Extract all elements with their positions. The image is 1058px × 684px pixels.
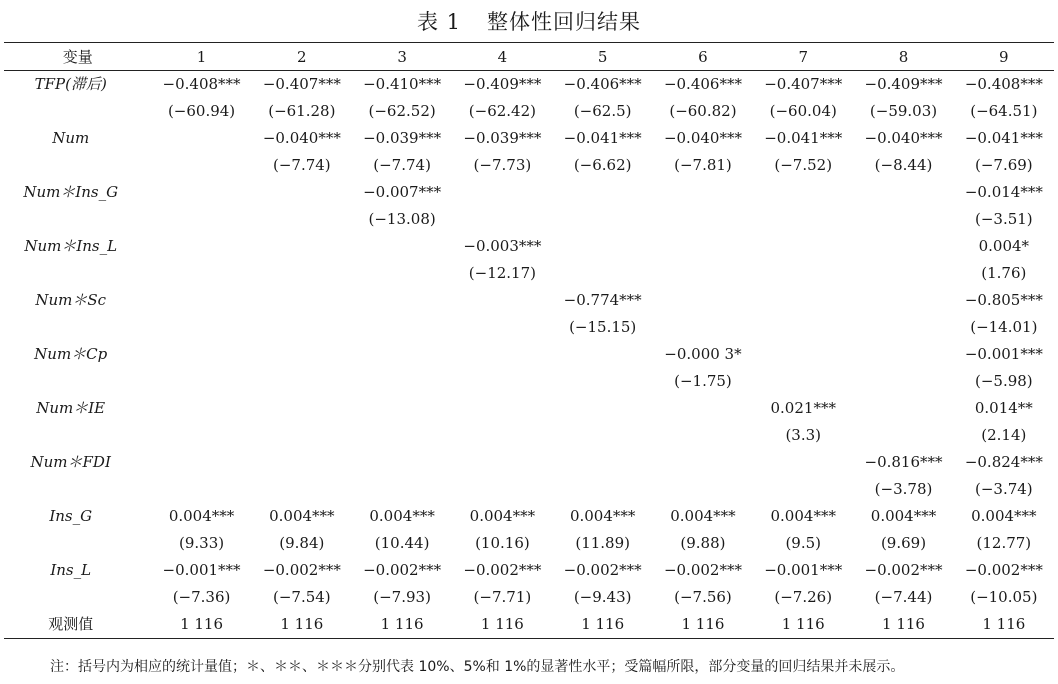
table-row xyxy=(4,179,1054,206)
table-row xyxy=(4,206,1054,233)
tstat-cell: (−60.82) xyxy=(669,102,737,120)
coef-cell xyxy=(151,179,251,206)
table-row xyxy=(4,287,1054,314)
regression-table xyxy=(4,42,1054,639)
variable-name: Num xyxy=(52,129,90,147)
observations-label: 观测值 xyxy=(4,611,151,639)
header-col-6: 6 xyxy=(653,43,753,71)
tstat-cell: (−7.52) xyxy=(774,156,833,174)
tstat-cell xyxy=(452,206,552,233)
variable-blank xyxy=(4,530,151,557)
variable-name: TFP(滞后) xyxy=(34,75,107,93)
coef-cell xyxy=(553,341,653,368)
coef-cell: −0.001*** xyxy=(964,345,1043,363)
variable-blank xyxy=(4,314,151,341)
table-row xyxy=(4,422,1054,449)
tstat-cell xyxy=(151,476,251,503)
tstat-cell xyxy=(452,314,552,341)
tstat-cell xyxy=(452,422,552,449)
tstat-cell xyxy=(252,476,352,503)
tstat-cell xyxy=(452,368,552,395)
coef-cell xyxy=(252,395,352,422)
tstat-cell: (−7.56) xyxy=(674,588,732,606)
tstat-cell xyxy=(553,260,653,287)
variable-blank xyxy=(4,152,151,179)
tstat-cell: (9.5) xyxy=(785,534,822,552)
coef-cell xyxy=(452,287,552,314)
coef-cell: 0.004*** xyxy=(369,507,435,525)
tstat-cell xyxy=(151,152,251,179)
coef-cell: −0.002*** xyxy=(463,561,542,579)
coef-cell xyxy=(753,287,853,314)
tstat-cell: (−12.17) xyxy=(468,264,536,282)
coef-cell xyxy=(553,449,653,476)
coef-cell: 0.004*** xyxy=(269,507,335,525)
tstat-cell xyxy=(853,422,953,449)
coef-cell xyxy=(452,449,552,476)
coef-cell: −0.406*** xyxy=(563,75,642,93)
tstat-cell: (−60.04) xyxy=(769,102,837,120)
coef-cell: −0.002*** xyxy=(262,561,341,579)
tstat-cell: (3.3) xyxy=(785,426,822,444)
table-row xyxy=(4,395,1054,422)
table-row xyxy=(4,368,1054,395)
tstat-cell xyxy=(352,422,452,449)
coef-cell: 0.004*** xyxy=(670,507,736,525)
tstat-cell: (−7.93) xyxy=(373,588,431,606)
tstat-cell xyxy=(753,206,853,233)
table-row xyxy=(4,314,1054,341)
coef-cell xyxy=(553,233,653,260)
tstat-cell: (−7.74) xyxy=(373,156,431,174)
tstat-cell xyxy=(352,314,452,341)
observations-cell: 1 116 xyxy=(252,611,352,639)
coef-cell: −0.774*** xyxy=(563,291,642,309)
variable-blank xyxy=(4,584,151,611)
variable-name: Num＊Cp xyxy=(34,345,108,363)
coef-cell: −0.002*** xyxy=(864,561,943,579)
tstat-cell: (2.14) xyxy=(981,426,1027,444)
tstat-cell: (9.69) xyxy=(880,534,927,552)
coef-cell xyxy=(853,179,953,206)
coef-cell xyxy=(452,395,552,422)
coef-cell xyxy=(151,341,251,368)
tstat-cell xyxy=(252,368,352,395)
tstat-cell: (−1.75) xyxy=(674,372,732,390)
tstat-cell: (−3.78) xyxy=(874,480,933,498)
table-row xyxy=(4,503,1054,530)
tstat-cell xyxy=(252,206,352,233)
coef-cell: −0.002*** xyxy=(663,561,742,579)
coef-cell xyxy=(151,233,251,260)
coef-cell xyxy=(151,395,251,422)
tstat-cell: (−60.94) xyxy=(167,102,236,120)
variable-blank xyxy=(4,260,151,287)
observations-cell: 1 116 xyxy=(753,611,853,639)
tstat-cell xyxy=(653,422,753,449)
variable-blank xyxy=(4,98,151,125)
coef-cell xyxy=(653,449,753,476)
variable-blank xyxy=(4,368,151,395)
coef-cell xyxy=(151,449,251,476)
tstat-cell: (−61.28) xyxy=(268,102,336,120)
coef-cell: −0.824*** xyxy=(964,453,1043,471)
observations-row xyxy=(4,611,1054,639)
header-col-1: 1 xyxy=(151,43,251,71)
tstat-cell: (1.76) xyxy=(981,264,1027,282)
coef-cell: −0.408*** xyxy=(162,75,241,93)
observations-cell: 1 116 xyxy=(452,611,552,639)
variable-blank xyxy=(4,422,151,449)
tstat-cell xyxy=(553,206,653,233)
tstat-cell xyxy=(853,368,953,395)
coef-cell xyxy=(151,125,251,152)
tstat-cell: (−64.51) xyxy=(970,102,1038,120)
tstat-cell: (−9.43) xyxy=(573,588,632,606)
header-col-2: 2 xyxy=(252,43,352,71)
variable-name: Num＊Ins_G xyxy=(23,183,119,201)
tstat-cell xyxy=(252,260,352,287)
table-note: 注：括号内为相应的统计量值；＊、＊＊、＊＊＊分别代表 10%、5%和 1%的显著性水平；受篇幅所限，部分变量的回归结果并未展示。 xyxy=(50,659,905,675)
coef-cell xyxy=(853,287,953,314)
tstat-cell: (−8.44) xyxy=(874,156,933,174)
coef-cell: −0.816*** xyxy=(864,453,943,471)
coef-cell: −0.040*** xyxy=(663,129,742,147)
coef-cell xyxy=(853,233,953,260)
observations-cell: 1 116 xyxy=(352,611,452,639)
observations-cell: 1 116 xyxy=(853,611,953,639)
tstat-cell xyxy=(653,314,753,341)
tstat-cell xyxy=(753,314,853,341)
coef-cell xyxy=(653,233,753,260)
tstat-cell: (−59.03) xyxy=(869,102,938,120)
coef-cell xyxy=(553,179,653,206)
tstat-cell xyxy=(252,314,352,341)
table-row xyxy=(4,125,1054,152)
table-row xyxy=(4,530,1054,557)
coef-cell xyxy=(452,341,552,368)
tstat-cell: (−7.36) xyxy=(172,588,231,606)
coef-cell xyxy=(653,179,753,206)
tstat-cell: (−6.62) xyxy=(573,156,632,174)
tstat-cell: (11.89) xyxy=(575,534,630,552)
tstat-cell: (10.44) xyxy=(374,534,430,552)
tstat-cell: (−7.26) xyxy=(774,588,833,606)
table-row xyxy=(4,233,1054,260)
table-row xyxy=(4,71,1054,99)
header-variable: 变量 xyxy=(4,43,151,71)
coef-cell: −0.001*** xyxy=(162,561,241,579)
coef-cell: −0.007*** xyxy=(363,183,442,201)
table-row xyxy=(4,476,1054,503)
variable-name: Num＊Sc xyxy=(35,291,107,309)
tstat-cell xyxy=(753,260,853,287)
variable-name: Ins_L xyxy=(50,561,92,579)
variable-name: Ins_G xyxy=(49,507,93,525)
coef-cell xyxy=(252,449,352,476)
coef-cell: −0.407*** xyxy=(764,75,843,93)
tstat-cell xyxy=(553,368,653,395)
header-row xyxy=(4,43,1054,71)
header-col-8: 8 xyxy=(853,43,953,71)
observations-cell: 1 116 xyxy=(553,611,653,639)
tstat-cell xyxy=(853,314,953,341)
coef-cell xyxy=(252,233,352,260)
tstat-cell: (−5.98) xyxy=(974,372,1033,390)
coef-cell: −0.409*** xyxy=(463,75,542,93)
coef-cell: −0.003*** xyxy=(463,237,542,255)
coef-cell: 0.004*** xyxy=(569,507,636,525)
tstat-cell xyxy=(653,206,753,233)
coef-cell: 0.004*** xyxy=(971,507,1037,525)
variable-name: Num＊FDI xyxy=(30,453,111,471)
coef-cell: 0.021*** xyxy=(770,399,836,417)
coef-cell xyxy=(352,449,452,476)
table-row xyxy=(4,260,1054,287)
coef-cell xyxy=(452,179,552,206)
variable-name: Num＊Ins_L xyxy=(24,237,118,255)
coef-cell xyxy=(352,233,452,260)
table-number: 表 1 xyxy=(416,10,462,34)
tstat-cell xyxy=(853,260,953,287)
coef-cell: −0.406*** xyxy=(663,75,742,93)
tstat-cell: (−3.74) xyxy=(974,480,1033,498)
coef-cell xyxy=(352,287,452,314)
coef-cell: 0.004* xyxy=(978,237,1030,255)
coef-cell xyxy=(553,395,653,422)
tstat-cell: (−7.73) xyxy=(473,156,532,174)
tstat-cell: (−14.01) xyxy=(970,318,1038,336)
tstat-cell xyxy=(252,422,352,449)
coef-cell: −0.041*** xyxy=(764,129,843,147)
tstat-cell xyxy=(753,368,853,395)
coef-cell: −0.039*** xyxy=(363,129,442,147)
coef-cell: 0.004*** xyxy=(770,507,836,525)
coef-cell: −0.041*** xyxy=(563,129,642,147)
coef-cell: −0.407*** xyxy=(262,75,341,93)
coef-cell: −0.805*** xyxy=(964,291,1043,309)
coef-cell xyxy=(252,341,352,368)
tstat-cell xyxy=(753,476,853,503)
coef-cell: −0.409*** xyxy=(864,75,943,93)
coef-cell: −0.040*** xyxy=(262,129,341,147)
table-row xyxy=(4,449,1054,476)
tstat-cell: (−3.51) xyxy=(974,210,1033,228)
coef-cell xyxy=(252,179,352,206)
variable-blank xyxy=(4,476,151,503)
coef-cell: −0.000 3* xyxy=(664,345,742,363)
tstat-cell xyxy=(553,476,653,503)
coef-cell: 0.004*** xyxy=(168,507,235,525)
tstat-cell xyxy=(151,368,251,395)
coef-cell: −0.041*** xyxy=(964,129,1043,147)
table-caption: 整体性回归结果 xyxy=(487,10,642,34)
tstat-cell xyxy=(151,260,251,287)
tstat-cell xyxy=(352,476,452,503)
tstat-cell xyxy=(151,422,251,449)
tstat-cell xyxy=(653,476,753,503)
coef-cell: −0.410*** xyxy=(363,75,442,93)
tstat-cell: (−15.15) xyxy=(569,318,637,336)
tstat-cell xyxy=(151,314,251,341)
coef-cell: −0.002*** xyxy=(363,561,442,579)
coef-cell: 0.004*** xyxy=(469,507,536,525)
tstat-cell xyxy=(853,206,953,233)
tstat-cell xyxy=(352,260,452,287)
header-col-5: 5 xyxy=(553,43,653,71)
tstat-cell: (−10.05) xyxy=(970,588,1038,606)
tstat-cell: (−7.74) xyxy=(272,156,331,174)
coef-cell: −0.408*** xyxy=(964,75,1043,93)
tstat-cell: (−62.52) xyxy=(368,102,436,120)
coef-cell: −0.002*** xyxy=(964,561,1043,579)
coef-cell xyxy=(352,341,452,368)
coef-cell xyxy=(753,449,853,476)
coef-cell: 0.004*** xyxy=(870,507,937,525)
tstat-cell: (9.84) xyxy=(279,534,325,552)
tstat-cell: (12.77) xyxy=(976,534,1032,552)
coef-cell xyxy=(352,395,452,422)
coef-cell xyxy=(151,287,251,314)
header-col-9: 9 xyxy=(954,43,1054,71)
coef-cell xyxy=(653,287,753,314)
table-row xyxy=(4,584,1054,611)
observations-cell: 1 116 xyxy=(653,611,753,639)
coef-cell: −0.039*** xyxy=(463,129,542,147)
coef-cell xyxy=(753,341,853,368)
table-row xyxy=(4,98,1054,125)
observations-cell: 1 116 xyxy=(151,611,251,639)
coef-cell xyxy=(753,179,853,206)
coef-cell: −0.014*** xyxy=(964,183,1043,201)
tstat-cell xyxy=(151,206,251,233)
tstat-cell xyxy=(352,368,452,395)
table-title xyxy=(0,6,1058,36)
coef-cell xyxy=(753,233,853,260)
tstat-cell: (−7.54) xyxy=(272,588,331,606)
coef-cell xyxy=(653,395,753,422)
header-col-4: 4 xyxy=(452,43,552,71)
tstat-cell: (−7.44) xyxy=(874,588,933,606)
tstat-cell: (−62.5) xyxy=(573,102,632,120)
tstat-cell: (10.16) xyxy=(475,534,530,552)
tstat-cell: (−7.81) xyxy=(674,156,732,174)
tstat-cell xyxy=(653,260,753,287)
coef-cell xyxy=(252,287,352,314)
tstat-cell: (9.33) xyxy=(178,534,225,552)
table-row xyxy=(4,557,1054,584)
coef-cell xyxy=(853,341,953,368)
table-row xyxy=(4,341,1054,368)
variable-blank xyxy=(4,206,151,233)
coef-cell: −0.002*** xyxy=(563,561,642,579)
observations-cell: 1 116 xyxy=(954,611,1054,639)
header-col-3: 3 xyxy=(352,43,452,71)
coef-cell: 0.014** xyxy=(974,399,1033,417)
tstat-cell: (9.88) xyxy=(680,534,726,552)
coef-cell: −0.040*** xyxy=(864,129,943,147)
table-row xyxy=(4,152,1054,179)
variable-name: Num＊IE xyxy=(36,399,106,417)
header-col-7: 7 xyxy=(753,43,853,71)
tstat-cell: (−7.69) xyxy=(974,156,1033,174)
tstat-cell: (−62.42) xyxy=(468,102,536,120)
tstat-cell: (−13.08) xyxy=(368,210,436,228)
coef-cell xyxy=(853,395,953,422)
coef-cell: −0.001*** xyxy=(764,561,843,579)
tstat-cell xyxy=(452,476,552,503)
tstat-cell xyxy=(553,422,653,449)
tstat-cell: (−7.71) xyxy=(473,588,532,606)
